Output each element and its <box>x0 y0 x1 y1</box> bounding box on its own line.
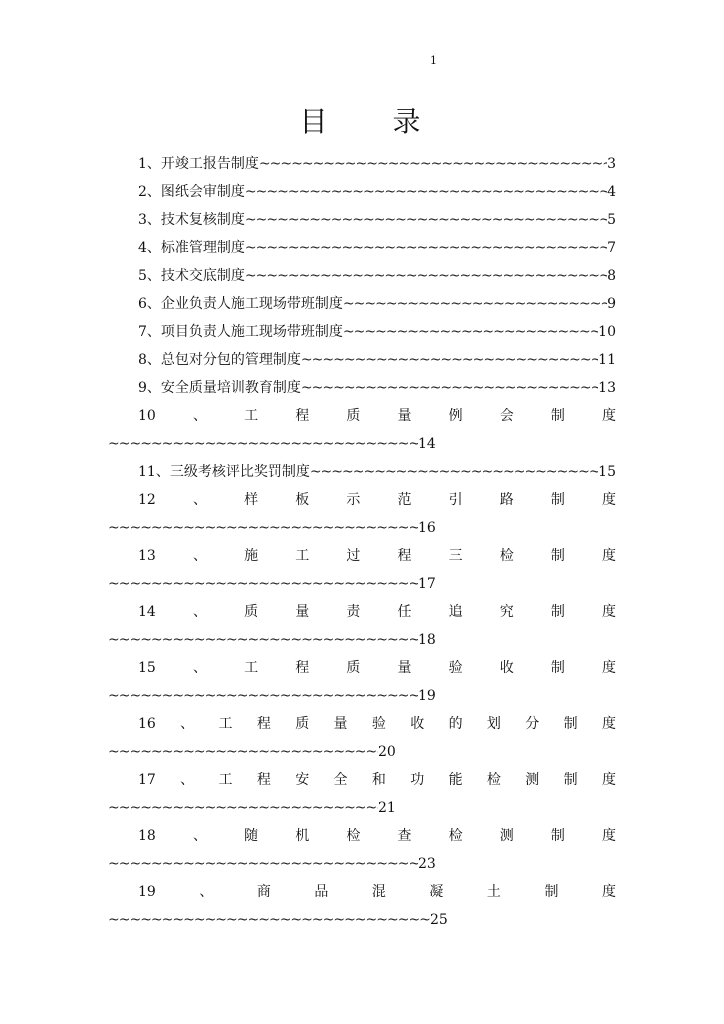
toc-entry-title-part: 19 <box>138 884 156 900</box>
toc-entry-page: 23 <box>418 856 436 872</box>
toc-entry[interactable] <box>108 486 616 542</box>
toc-entry-page: 10 <box>598 324 616 340</box>
toc-entry[interactable] <box>108 458 616 486</box>
toc-entry-title-part: 验 <box>371 716 386 732</box>
toc-entry-title-part: 工 <box>244 660 259 676</box>
toc-entry-title-part: 究 <box>499 604 514 620</box>
toc-entry-title-part: 质 <box>346 408 361 424</box>
toc-entry-title-part: 收 <box>410 716 425 732</box>
toc-entry-title-part: 会 <box>499 408 514 424</box>
toc-entry-title-part: 程 <box>295 660 310 676</box>
toc-entry-title-part: 土 <box>486 884 501 900</box>
toc-entry-title-part: 能 <box>448 772 463 788</box>
toc-entry-title-part: 、 <box>180 772 195 788</box>
toc-entry-title-part: 引 <box>448 492 463 508</box>
toc-entry-title-part: 16 <box>138 716 156 732</box>
toc-entry-title-part: 制 <box>550 828 565 844</box>
toc-entry[interactable] <box>108 346 616 374</box>
toc-entry[interactable] <box>108 234 616 262</box>
toc-entry-title-part: 制 <box>563 772 578 788</box>
toc-entry-page: 9 <box>607 296 616 312</box>
toc-entry-title-part: 和 <box>371 772 386 788</box>
toc-leader <box>343 318 598 346</box>
toc-entry[interactable] <box>108 290 616 318</box>
toc-entry-title-part: 12 <box>138 492 156 508</box>
toc-entry-title-part: 量 <box>295 604 310 620</box>
toc-entry-title: 2、图纸会审制度 <box>138 184 245 200</box>
toc-leader <box>108 906 430 934</box>
toc-entry-title-part: 工 <box>295 548 310 564</box>
toc-entry-title-part: 制 <box>550 660 565 676</box>
toc-entry-title-part: 样 <box>244 492 259 508</box>
toc-entry-title-part: 制 <box>550 548 565 564</box>
toc-entry-title-part: 检 <box>448 828 463 844</box>
toc-entry-title-part: 17 <box>138 772 156 788</box>
toc-entry-page: 21 <box>378 800 396 816</box>
toc-entry-title-part: 、 <box>199 884 214 900</box>
toc-entry-title-part: 制 <box>563 716 578 732</box>
toc-entry-title-part: 程 <box>397 548 412 564</box>
toc-entry-title: 9、安全质量培训教育制度 <box>138 380 301 396</box>
toc-entry-title-part: 程 <box>295 408 310 424</box>
toc-entry-title-part: 质 <box>295 716 310 732</box>
toc-leader <box>108 514 418 542</box>
toc-entry-title-part: 质 <box>346 660 361 676</box>
toc-entry-title-part: 三 <box>448 548 463 564</box>
toc-entry-title-part: 示 <box>346 492 361 508</box>
toc-entry-title-part: 程 <box>256 716 271 732</box>
toc-entry-title: 5、技术交底制度 <box>138 268 245 284</box>
toc-entry-title: 7、项目负责人施工现场带班制度 <box>138 324 343 340</box>
toc-entry-title-part: 度 <box>601 772 616 788</box>
toc-entry-page: 4 <box>607 184 616 200</box>
toc-entry-title-part: 度 <box>601 408 616 424</box>
toc-entry-page: 20 <box>378 744 396 760</box>
toc-entry-page: 15 <box>598 464 616 480</box>
toc-entry-title-part: 工 <box>244 408 259 424</box>
toc-entry-title-part: 商 <box>256 884 271 900</box>
toc-entry-page: 11 <box>598 352 616 368</box>
toc-leader <box>245 178 607 206</box>
toc-entry-title-part: 制 <box>550 408 565 424</box>
toc-entry-title-part: 随 <box>244 828 259 844</box>
toc-leader <box>343 290 607 318</box>
toc-leader <box>108 570 418 598</box>
toc-entry-title-part: 安 <box>295 772 310 788</box>
toc-entry-title-part: 、 <box>180 716 195 732</box>
toc-entry-title: 4、标准管理制度 <box>138 240 245 256</box>
toc-entry-title: 3、技术复核制度 <box>138 212 245 228</box>
toc-entry-title-part: 18 <box>138 828 156 844</box>
toc-entry-title-part: 量 <box>397 408 412 424</box>
toc-entry-title-part: 度 <box>601 492 616 508</box>
toc-leader <box>301 374 598 402</box>
toc-entry-title-part: 查 <box>397 828 412 844</box>
toc-entry-title-part: 10 <box>138 408 156 424</box>
toc-leader <box>108 850 418 878</box>
toc-entry[interactable] <box>108 766 616 822</box>
toc-entry[interactable] <box>108 710 616 766</box>
table-of-contents <box>108 150 616 934</box>
toc-entry-title: 11、三级考核评比奖罚制度 <box>138 464 310 480</box>
toc-entry-title-part: 施 <box>244 548 259 564</box>
toc-entry-title-part: 质 <box>244 604 259 620</box>
toc-entry-title-part: 工 <box>218 716 233 732</box>
toc-entry[interactable] <box>108 262 616 290</box>
toc-entry-page: 13 <box>598 380 616 396</box>
toc-entry-page: 19 <box>418 688 436 704</box>
toc-entry-title-part: 任 <box>397 604 412 620</box>
toc-entry-title-part: 、 <box>192 492 207 508</box>
toc-entry-title-part: 范 <box>397 492 412 508</box>
toc-leader <box>245 206 607 234</box>
toc-entry-title-part: 度 <box>601 604 616 620</box>
toc-entry[interactable] <box>108 598 616 654</box>
toc-entry-title-part: 度 <box>601 716 616 732</box>
toc-entry-title-part: 度 <box>601 884 616 900</box>
toc-entry-title-part: 的 <box>448 716 463 732</box>
toc-entry-title-part: 检 <box>486 772 501 788</box>
toc-entry[interactable] <box>108 206 616 234</box>
toc-entry-title-part: 工 <box>218 772 233 788</box>
toc-entry[interactable] <box>108 150 616 178</box>
toc-entry-title-part: 责 <box>346 604 361 620</box>
toc-entry[interactable] <box>108 878 616 934</box>
toc-entry-title-part: 程 <box>256 772 271 788</box>
toc-entry-title-part: 过 <box>346 548 361 564</box>
toc-entry[interactable] <box>108 542 616 598</box>
toc-entry-page: 8 <box>607 268 616 284</box>
toc-entry-title-part: 度 <box>601 660 616 676</box>
toc-entry-title: 8、总包对分包的管理制度 <box>138 352 301 368</box>
toc-entry[interactable] <box>108 178 616 206</box>
page-number: 1 <box>430 54 437 67</box>
toc-entry-title-part: 分 <box>525 716 540 732</box>
toc-leader <box>108 738 378 766</box>
toc-entry-page: 5 <box>607 212 616 228</box>
toc-entry-title-part: 测 <box>525 772 540 788</box>
toc-entry-page: 18 <box>418 632 436 648</box>
toc-entry[interactable] <box>108 822 616 878</box>
toc-entry-title-part: 制 <box>550 604 565 620</box>
toc-entry-title-part: 混 <box>371 884 386 900</box>
toc-entry-title-part: 例 <box>448 408 463 424</box>
toc-entry-title-part: 度 <box>601 548 616 564</box>
document-title: 目 录 <box>299 105 449 138</box>
toc-leader <box>259 150 607 178</box>
toc-leader <box>108 794 378 822</box>
toc-entry-title-part: 机 <box>295 828 310 844</box>
toc-leader <box>310 458 598 486</box>
toc-entry-title-part: 、 <box>192 660 207 676</box>
toc-entry-page: 16 <box>418 520 436 536</box>
toc-leader <box>108 430 418 458</box>
toc-entry-title-part: 、 <box>192 604 207 620</box>
toc-entry-title-part: 全 <box>333 772 348 788</box>
toc-entry-title-part: 品 <box>314 884 329 900</box>
toc-entry-title-part: 验 <box>448 660 463 676</box>
toc-leader <box>301 346 598 374</box>
toc-entry-title-part: 度 <box>601 828 616 844</box>
toc-entry-title-part: 制 <box>550 492 565 508</box>
toc-entry-page: 17 <box>418 576 436 592</box>
toc-entry-title-part: 量 <box>333 716 348 732</box>
toc-entry-title-part: 13 <box>138 548 156 564</box>
toc-entry-title: 6、企业负责人施工现场带班制度 <box>138 296 343 312</box>
toc-entry-title-part: 测 <box>499 828 514 844</box>
toc-leader <box>245 262 607 290</box>
toc-entry-page: 3 <box>607 156 616 172</box>
toc-entry-title-part: 、 <box>192 408 207 424</box>
toc-entry-title-part: 15 <box>138 660 156 676</box>
toc-entry-page: 7 <box>607 240 616 256</box>
toc-entry-title-part: 14 <box>138 604 156 620</box>
toc-entry-title-part: 检 <box>499 548 514 564</box>
toc-entry[interactable] <box>108 374 616 402</box>
toc-entry-title-part: 追 <box>448 604 463 620</box>
toc-entry-title-part: 功 <box>410 772 425 788</box>
toc-leader <box>108 626 418 654</box>
toc-entry-title-part: 收 <box>499 660 514 676</box>
toc-entry-title-part: 划 <box>486 716 501 732</box>
toc-entry-page: 25 <box>430 912 448 928</box>
toc-entry[interactable] <box>108 654 616 710</box>
toc-entry-title-part: 制 <box>544 884 559 900</box>
toc-entry-title-part: 、 <box>192 828 207 844</box>
toc-entry-title-part: 路 <box>499 492 514 508</box>
toc-leader <box>245 234 607 262</box>
toc-entry-title-part: 量 <box>397 660 412 676</box>
toc-entry-title-part: 检 <box>346 828 361 844</box>
toc-entry[interactable] <box>108 402 616 458</box>
toc-entry-title-part: 凝 <box>429 884 444 900</box>
toc-entry-page: 14 <box>418 436 436 452</box>
toc-leader <box>108 682 418 710</box>
toc-entry-title-part: 板 <box>295 492 310 508</box>
toc-entry-title: 1、开竣工报告制度 <box>138 156 259 172</box>
toc-entry[interactable] <box>108 318 616 346</box>
toc-entry-title-part: 、 <box>192 548 207 564</box>
